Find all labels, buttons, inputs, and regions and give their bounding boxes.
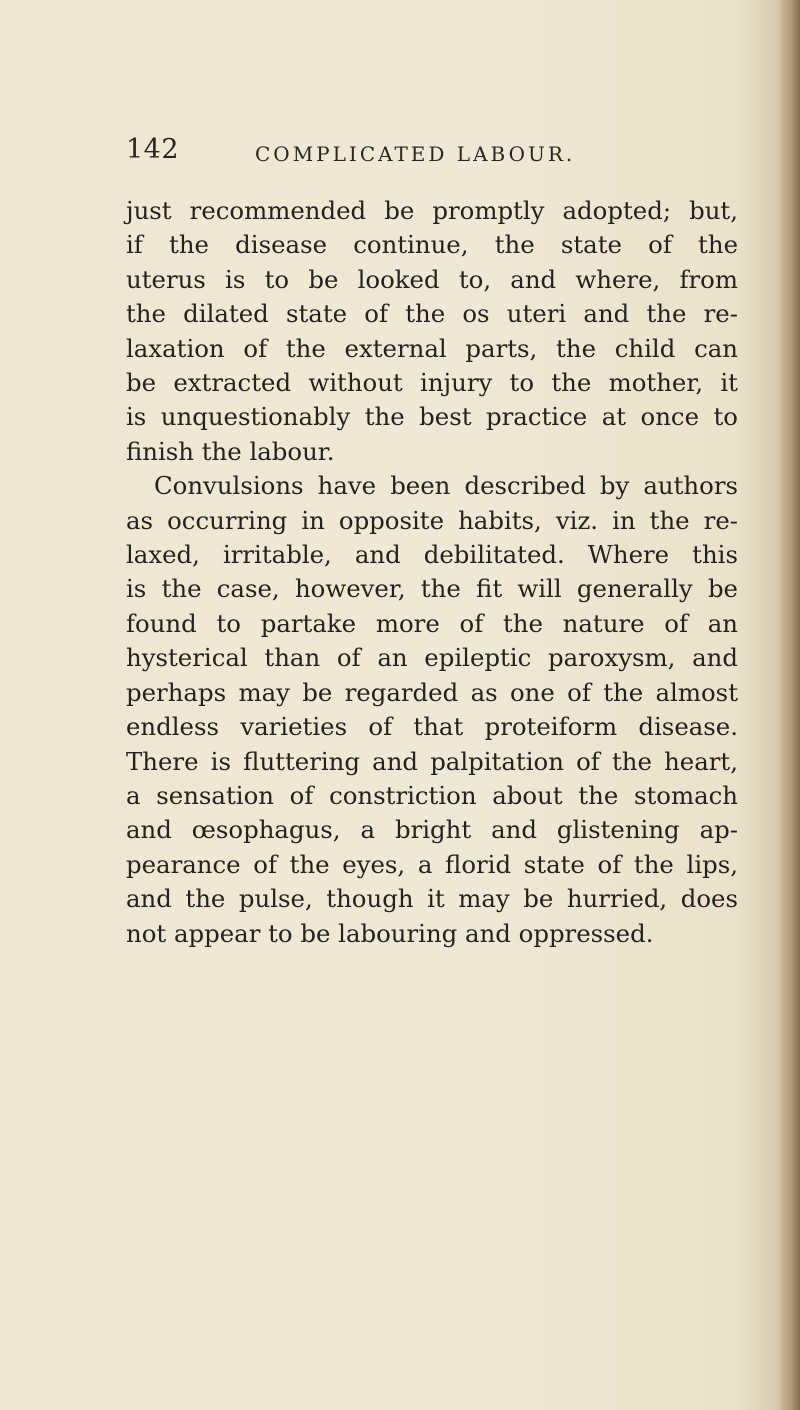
text-line: is unquestionably the best practice at once to	[126, 402, 738, 432]
text-line: uterus is to be looked to, and where, from	[126, 264, 738, 294]
text-line: be extracted without injury to the mother, it	[126, 368, 738, 398]
text-line: laxed, irritable, and debilitated. Where this	[126, 540, 738, 570]
page-edge-shadow	[778, 0, 800, 1410]
text-line: hysterical than of an epileptic paroxysm, and	[126, 643, 738, 673]
text-line: a sensation of constriction about the stomach	[126, 780, 738, 810]
page-number: 142	[126, 134, 180, 165]
text-line: and the pulse, though it may be hurried, does	[126, 884, 738, 914]
text-line: if the disease continue, the state of the	[126, 230, 738, 260]
text-line: is the case, however, the fit will generally be	[126, 574, 738, 604]
running-head	[126, 134, 746, 174]
text-line: laxation of the external parts, the child can	[126, 333, 738, 363]
paragraph-end-line: finish the labour.	[126, 436, 335, 466]
text-line: found to partake more of the nature of an	[126, 608, 738, 638]
text-line: and œsophagus, a bright and glistening ap-	[126, 815, 738, 845]
text-line: just recommended be promptly adopted; but,	[126, 196, 738, 225]
paragraph-start-line: Convulsions have been described by authors	[154, 471, 738, 501]
running-title: COMPLICATED LABOUR.	[255, 142, 576, 166]
text-line: endless varieties of that proteiform disease.	[126, 712, 738, 742]
text-line: not appear to be labouring and oppressed.	[126, 918, 654, 948]
text-line: perhaps may be regarded as one of the almost	[126, 677, 738, 707]
text-line: There is fluttering and palpitation of the heart,	[126, 746, 738, 776]
text-line: as occurring in opposite habits, viz. in the re-	[126, 505, 738, 535]
text-line: pearance of the eyes, a florid state of the lips,	[126, 849, 738, 879]
body-text	[126, 194, 738, 951]
text-line: the dilated state of the os uteri and the re-	[126, 299, 738, 329]
